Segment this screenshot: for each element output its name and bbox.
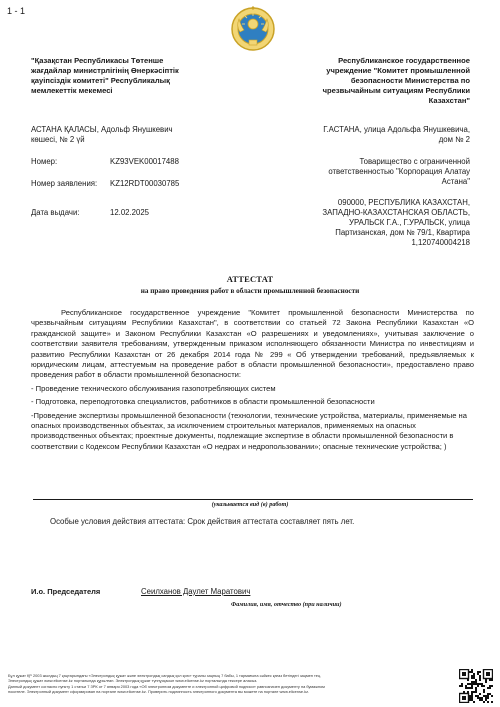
header-left-kazakh xyxy=(31,56,226,96)
specified-type-caption: (указывается вид (в) работ) xyxy=(211,501,289,508)
recipient-name-line: ответственностью "Корпорация Алатау xyxy=(328,167,470,176)
recipient-address-line: УРАЛЬСК Г.А., Г.УРАЛЬСК, улица xyxy=(349,218,470,227)
issuer-address-left-line: АСТАНА ҚАЛАСЫ, Адольф Янушкевич xyxy=(31,125,173,134)
issue-date-label: Дата выдачи: xyxy=(31,208,80,217)
legal-footer xyxy=(8,673,448,695)
footer-line: Электрондық құжат www.elicense.kz порталында құрылған. Электрондық құжат түпнұсқасын www.elicense.kz порталында тексере аласыз. xyxy=(8,678,258,684)
special-conditions: Особые условия действия аттестата: Срок действия аттестата составляет пять лет. xyxy=(50,517,355,526)
header-right-line: Казахстан" xyxy=(428,96,470,105)
work-item: - Подготовка, переподготовка специалистов, работников в области промышленной безопасности xyxy=(31,397,375,407)
document-subtitle: на право проведения работ в области промышленной безопасности xyxy=(140,287,360,295)
signatory-role: И.о. Председателя xyxy=(31,587,101,596)
work-item: - Проведение технического обслуживания газопотребляющих систем xyxy=(31,383,276,393)
application-number-value: KZ12RDT00030785 xyxy=(110,179,180,188)
footer-line: Данный документ согласно пункту 1 статьи 7 ЗРК от 7 января 2003 года «Об электронном документе и электронной цифровой подписи» равнозначен документу на бумажном xyxy=(8,683,325,689)
recipient-address-line: 1,120740004218 xyxy=(411,238,470,247)
issuer-address-left-line: көшесі, № 2 үй xyxy=(31,135,85,144)
header-right-russian xyxy=(295,56,470,106)
header-left-line: "Қазақстан Республикасы Төтенше xyxy=(31,56,164,65)
recipient-name-line: Товарищество с ограниченной xyxy=(359,157,470,166)
header-right-line: учреждение "Комитет промышленной xyxy=(326,66,470,75)
page-number: 1 - 1 xyxy=(7,6,26,16)
application-number-label: Номер заявления: xyxy=(31,179,98,188)
header-left-line: мемлекеттік мекемесі xyxy=(31,86,113,95)
number-value: KZ93VEK00017488 xyxy=(110,157,179,166)
issuer-address-right-line: Г.АСТАНА, улица Адольфа Янушкевича, xyxy=(323,125,470,134)
footer-line: Бұл құжат ҚР 2003 жылдың 7 қаңтарындағы «Электрондық құжат және электрондық сандық қол қою» туралы заңның 7 бабы, 1 тармағына сәйкес қағаз бетіндегі заңмен тең. xyxy=(8,673,322,678)
footer-line: носителе. Электронный документ сформирован на портале www.elicense.kz. Проверить подлинность электронного документа вы можете на портале www.elicense.kz. xyxy=(8,689,310,695)
recipient-name-line: Астана" xyxy=(441,177,470,186)
issuer-address-right-line: дом № 2 xyxy=(438,135,470,144)
document-title: АТТЕСТАТ xyxy=(226,274,274,284)
recipient-address-line: 090000, РЕСПУБЛИКА КАЗАХСТАН, xyxy=(337,198,470,207)
work-item: -Проведение экспертизы промышленной безопасности (технологии, технические устройства, материалы, применяемые на опасных производственных объектах, за исключением строительных материалов, применяемых на опасных производственных объектах; проектные документы, подлежащие экспертизе в области промышленной безопасности в соответствии с Кодексом Республики Казахстан «О недрах и недропользовании»; опасные технические устройства; ) xyxy=(31,410,467,451)
intro-paragraph: Республиканское государственное учреждение "Комитет промышленной безопасности Министерства по чрезвычайным ситуациям Республики Казахстан", в соответствии со статьей 72 Закона Республики Казахстан «О гражданской защите» и Законом Республики Казахстан «О разрешениях и уведомлениях», учитывая заключение о соответствии заявителя требованиям, утвержденным приказом исполняющего обязанности Министра по инвестициям и развитию Республики Казахстан от 26 декабря 2014 года № 299 « Об утверждении требований, предъявляемых к юридическим лицам, аттестуемым на проведение работ в области промышленной безопасности», предоставлено право проведения работ в области промышленной безопасности: xyxy=(31,308,474,380)
header-right-line: Республиканское государственное xyxy=(338,56,470,65)
recipient-address-line: Партизанская, дом № 79/1, Квартира xyxy=(335,228,470,237)
header-right-line: безопасности Министерства по xyxy=(350,76,470,85)
recipient-address-line: ЗАПАДНО-КАЗАХСТАНСКАЯ ОБЛАСТЬ, xyxy=(322,208,470,217)
body-text xyxy=(31,308,474,452)
header-right-line: чрезвычайным ситуациям Республики xyxy=(322,86,470,95)
issue-date-value: 12.02.2025 xyxy=(110,208,150,217)
signatory-name: Сеилханов Даулет Маратович xyxy=(141,587,251,596)
signatory-name-caption: Фамилия, имя, отчество (при наличии) xyxy=(231,601,342,608)
header-left-line: қауіпсіздік комитеті" Республикалық xyxy=(31,76,170,85)
kazakhstan-state-emblem-icon xyxy=(230,6,276,52)
number-label: Номер: xyxy=(31,157,58,166)
qr-code-icon xyxy=(459,669,493,703)
divider-line xyxy=(33,499,473,500)
header-left-line: жағдайлар министрлігінің Өнеркәсіптік xyxy=(31,66,179,75)
